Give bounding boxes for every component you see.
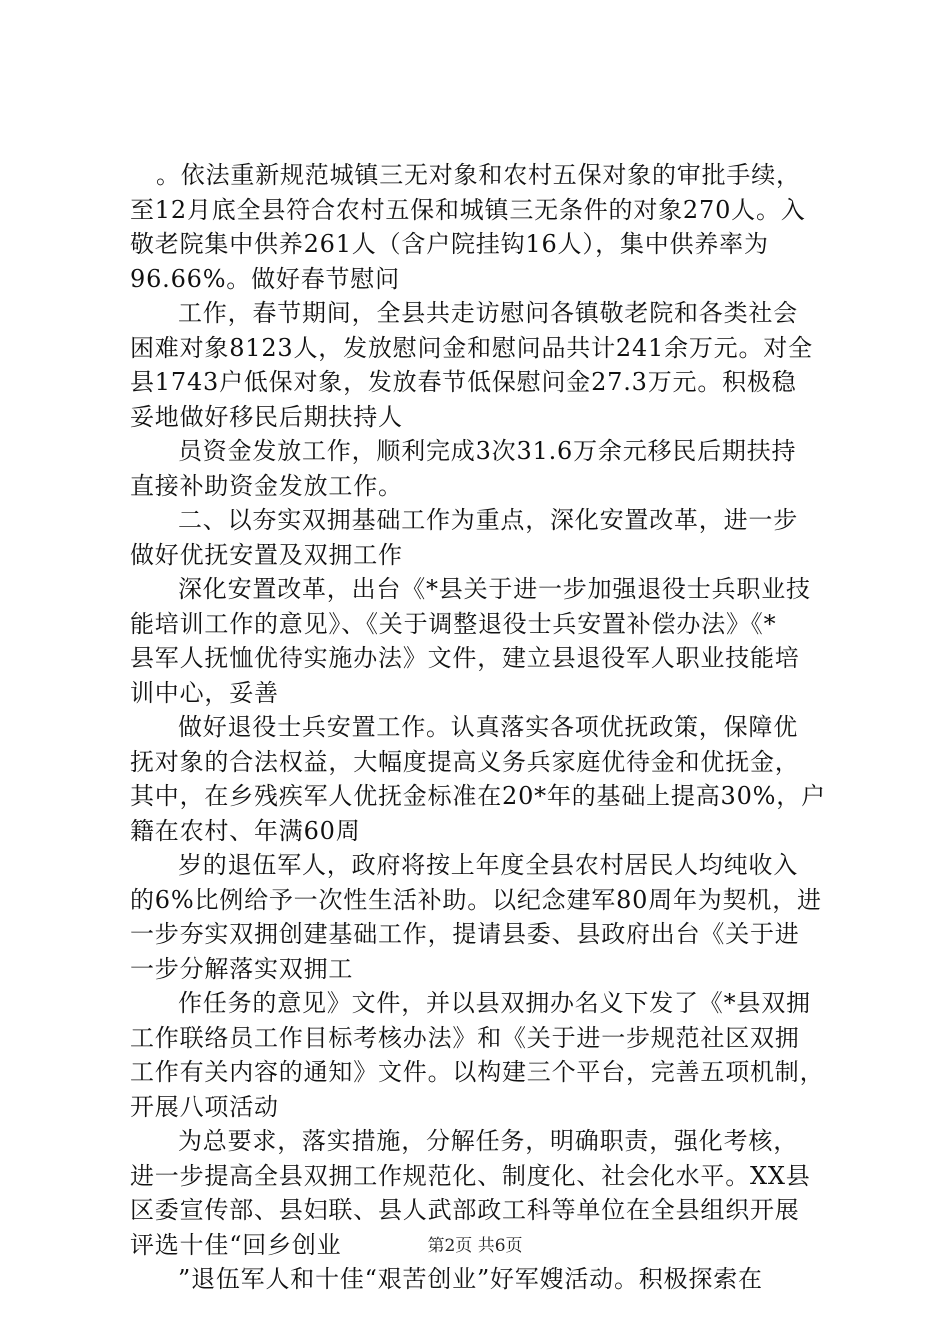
text-line: 县1743户低保对象，发放春节低保慰问金27.3万元。积极稳: [130, 368, 797, 396]
section-heading: 做好优抚安置及双拥工作: [130, 540, 403, 569]
text-line: 开展八项活动: [130, 1092, 279, 1121]
text-line: 工作联络员工作目标考核办法》和《关于进一步规范社区双拥: [130, 1023, 800, 1052]
text-line: 工作，春节期间，全县共走访慰问各镇敬老院和各类社会: [178, 299, 798, 327]
text-line: 籍在农村、年满60周: [130, 816, 361, 845]
text-line: 一步夯实双拥创建基础工作，提请县委、县政府出台《关于进: [130, 920, 800, 948]
page-number-footer: 第2页 共6页: [427, 1236, 523, 1256]
text-line: 做好退役士兵安置工作。认真落实各项优抚政策，保障优: [178, 713, 798, 741]
text-line: 96.66%。做好春节慰问: [130, 264, 400, 293]
text-line: 评选十佳“回乡创业: [130, 1230, 342, 1259]
text-line: 训中心，妥善: [130, 678, 279, 707]
text-line: 一步分解落实双拥工: [130, 954, 354, 983]
text-line: 。依法重新规范城镇三无对象和农村五保对象的审批手续，: [156, 161, 801, 189]
text-line: 困难对象8123人，发放慰问金和慰问品共计241余万元。对全: [130, 333, 813, 362]
text-line: 的6%比例给予一次性生活补助。以纪念建军80周年为契机，进: [130, 885, 822, 914]
text-line: 作任务的意见》文件，并以县双拥办名义下发了《*县双拥: [178, 989, 811, 1017]
text-line: 直接补助资金发放工作。: [130, 471, 403, 500]
text-line: 能培训工作的意见》、《关于调整退役士兵安置补偿办法》《*: [130, 609, 777, 638]
text-line: 岁的退伍军人，政府将按上年度全县农村居民人均纯收入: [178, 851, 798, 879]
text-line: 区委宣传部、县妇联、县人武部政工科等单位在全县组织开展: [130, 1196, 800, 1224]
text-line: 为总要求，落实措施，分解任务，明确职责，强化考核，: [178, 1127, 798, 1155]
text-line: 敬老院集中供养261人（含户院挂钩16人），集中供养率为: [130, 230, 769, 258]
section-heading: 二、以夯实双拥基础工作为重点，深化安置改革，进一步: [178, 506, 798, 534]
text-line: 进一步提高全县双拥工作规范化、制度化、社会化水平。XX县: [130, 1161, 811, 1190]
text-line: 抚对象的合法权益，大幅度提高义务兵家庭优待金和优抚金，: [130, 747, 800, 776]
text-line: 至12月底全县符合农村五保和城镇三无条件的对象270人。入: [130, 195, 806, 224]
text-line: 员资金发放工作，顺利完成3次31.6万余元移民后期扶持: [178, 437, 797, 465]
text-line: ”退伍军人和十佳“艰苦创业”好军嫂活动。积极探索在: [178, 1265, 763, 1293]
text-line: 妥地做好移民后期扶持人: [130, 402, 403, 431]
text-line: 工作有关内容的通知》文件。以构建三个平台，完善五项机制，: [130, 1058, 825, 1086]
text-line: 县军人抚恤优待实施办法》文件，建立县退役军人职业技能培: [130, 644, 800, 672]
text-line: 深化安置改革，出台《*县关于进一步加强退役士兵职业技: [178, 575, 811, 603]
text-line: 其中，在乡残疾军人优抚金标准在20*年的基础上提高30%，户: [130, 782, 826, 810]
document-body: [130, 158, 840, 1297]
